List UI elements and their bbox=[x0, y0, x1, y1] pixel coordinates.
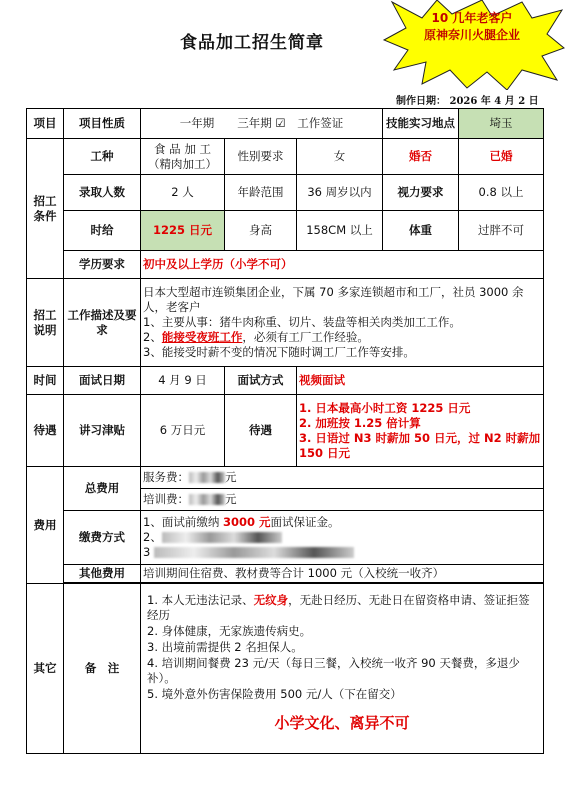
page-title: 食品加工招生简章 bbox=[180, 33, 324, 53]
education-row bbox=[27, 251, 544, 279]
service-fee-row bbox=[27, 467, 544, 489]
subsidy-label: 讲习津贴 bbox=[64, 395, 141, 467]
note-5: 5. 境外意外伤害保险费用 500 元/人（下在留交） bbox=[147, 687, 402, 701]
total-fee-label: 总费用 bbox=[64, 467, 141, 511]
marital-yes: 已婚 bbox=[459, 139, 544, 175]
header-row bbox=[27, 109, 544, 139]
height-value: 158CM 以上 bbox=[297, 211, 383, 251]
site-value: 埼玉 bbox=[459, 109, 544, 139]
notes-label: 备 注 bbox=[64, 584, 141, 754]
notes-footer: 小学文化、离异不可 bbox=[274, 714, 410, 732]
other-fee-value: 培训期间住宿费、教材费等合计 1000 元（入校统一收齐） bbox=[141, 565, 544, 583]
benefits-list bbox=[297, 395, 544, 467]
interview-date-label: 面试日期 bbox=[64, 367, 141, 395]
payment-label: 缴费方式 bbox=[64, 511, 141, 565]
desc-item-1: 1、主要从事：猪牛肉称重、切片、装盘等相关肉类加工工作。 bbox=[143, 315, 461, 329]
payment-item-2: 2、 bbox=[143, 530, 541, 545]
description-row bbox=[27, 279, 544, 367]
wage-label: 时给 bbox=[64, 211, 141, 251]
interview-method-label: 面试方式 bbox=[225, 367, 297, 395]
job-value: 食 品 加 工（精肉加工） bbox=[141, 139, 225, 175]
job-row bbox=[27, 139, 544, 175]
desc-label: 工作描述及要求 bbox=[64, 279, 141, 367]
redacted-amount bbox=[189, 494, 225, 505]
interview-section-label: 时间 bbox=[27, 367, 64, 395]
badge-line-2: 原神奈川火腿企业 bbox=[423, 28, 520, 42]
creation-date bbox=[396, 92, 539, 107]
badge-line-1: 10 几年老客户 bbox=[431, 11, 513, 25]
vision-value: 0.8 以上 bbox=[459, 175, 544, 211]
count-label: 录取人数 bbox=[64, 175, 141, 211]
note-2: 2. 身体健康，无家族遗传病史。 bbox=[147, 624, 312, 638]
desc-intro: 日本大型超市连锁集团企业，下属 70 多家连锁超市和工厂，社员 3000 余人，老客户 bbox=[143, 285, 524, 314]
edu-label: 学历要求 bbox=[64, 251, 141, 279]
note-3: 3. 出境前需提供 2 名担保人。 bbox=[147, 640, 303, 654]
desc-section-label: 招工说明 bbox=[27, 279, 64, 367]
weight-value: 过胖不可 bbox=[459, 211, 544, 251]
training-fee: 培训费： 元 bbox=[141, 489, 544, 511]
notes-row bbox=[27, 584, 544, 754]
interview-method-value: 视频面试 bbox=[297, 367, 544, 395]
marital-no: 婚否 bbox=[383, 139, 459, 175]
payment-item-1: 1、面试前缴纳 3000 元面试保证金。 bbox=[143, 515, 340, 529]
service-fee: 服务费： 元 bbox=[141, 467, 544, 489]
fees-section-label: 费用 bbox=[27, 467, 64, 584]
vision-label: 视力要求 bbox=[383, 175, 459, 211]
count-row bbox=[27, 175, 544, 211]
benefit-item-2: 2. 加班按 1.25 倍计算 bbox=[299, 415, 421, 430]
redacted-text bbox=[162, 532, 282, 543]
redacted-text bbox=[154, 547, 354, 558]
gender-value: 女 bbox=[297, 139, 383, 175]
edu-value: 初中及以上学历（小学不可） bbox=[141, 251, 544, 279]
benefits-row bbox=[27, 395, 544, 467]
other-fee-row bbox=[27, 565, 544, 583]
age-label: 年龄范围 bbox=[225, 175, 297, 211]
other-section-label: 其它 bbox=[27, 584, 64, 754]
note-1: 1. 本人无违法记录、无纹身，无赴日经历、无赴日在留资格申请、签证拒签经历 bbox=[147, 593, 530, 622]
recruitment-table bbox=[26, 108, 544, 754]
interview-row bbox=[27, 367, 544, 395]
interview-date-value: 4 月 9 日 bbox=[141, 367, 225, 395]
desc-item-3: 3、能接受时薪不变的情况下随时调工厂工作等安排。 bbox=[143, 345, 415, 359]
benefits-label: 待遇 bbox=[225, 395, 297, 467]
period-options: 一年期 三年期 ☑ 工作签证 bbox=[141, 109, 383, 139]
note-4: 4. 培训期间餐费 23 元/天（每日三餐，入校统一收齐 90 天餐费，多退少补）。 bbox=[147, 656, 520, 685]
site-label: 技能实习地点 bbox=[383, 109, 459, 139]
payment-content bbox=[141, 511, 544, 565]
subsidy-value: 6 万日元 bbox=[141, 395, 225, 467]
date-value: 2026 年 4 月 2 日 bbox=[449, 96, 539, 107]
wage-value: 1225 日元 bbox=[141, 211, 225, 251]
benefits-section-label: 待遇 bbox=[27, 395, 64, 467]
benefit-item-1: 1. 日本最高小时工资 1225 日元 bbox=[299, 400, 471, 415]
date-label: 制作日期： bbox=[396, 96, 446, 107]
desc-item-2: 2、能接受夜班工作，必须有工厂工作经验。 bbox=[143, 330, 369, 344]
desc-content bbox=[141, 279, 544, 367]
age-value: 36 周岁以内 bbox=[297, 175, 383, 211]
other-fee-label: 其他费用 bbox=[64, 565, 141, 583]
benefit-item-3: 3. 日语过 N3 时薪加 50 日元，过 N2 时薪加 150 日元 bbox=[299, 430, 541, 460]
weight-label: 体重 bbox=[383, 211, 459, 251]
wage-row bbox=[27, 211, 544, 251]
badge-text bbox=[402, 10, 542, 44]
gender-label: 性别要求 bbox=[225, 139, 297, 175]
height-label: 身高 bbox=[225, 211, 297, 251]
notes-content bbox=[141, 584, 544, 754]
count-value: 2 人 bbox=[141, 175, 225, 211]
payment-row bbox=[27, 511, 544, 565]
project-cell: 项目 bbox=[27, 109, 64, 139]
job-label: 工种 bbox=[64, 139, 141, 175]
redacted-amount bbox=[189, 472, 225, 483]
payment-item-3: 3 bbox=[143, 545, 541, 560]
project-nature-label: 项目性质 bbox=[64, 109, 141, 139]
recruit-section-label: 招工条件 bbox=[27, 139, 64, 279]
